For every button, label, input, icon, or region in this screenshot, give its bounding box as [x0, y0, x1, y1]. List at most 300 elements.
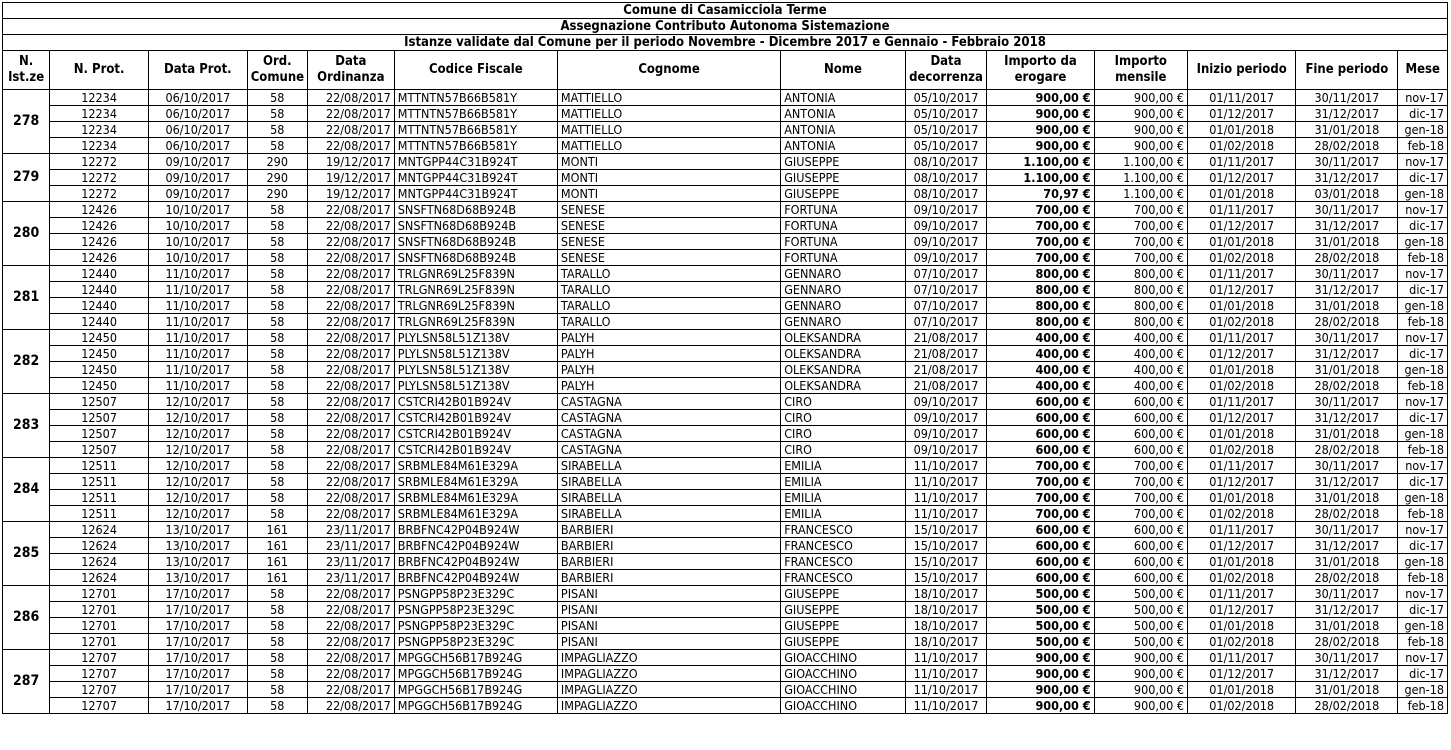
cell-inizio-periodo: 01/12/2017 [1187, 410, 1295, 426]
cell-fine-periodo: 30/11/2017 [1296, 330, 1398, 346]
cell-n-prot: 12450 [50, 378, 149, 394]
table-row [3, 538, 1448, 554]
cell-inizio-periodo: 01/02/2018 [1187, 634, 1295, 650]
table-row [3, 586, 1448, 602]
cell-data-decorrenza: 21/08/2017 [905, 346, 987, 362]
header-n-istanze: N. Ist.ze [3, 51, 50, 90]
cell-nome: GIOACCHINO [781, 698, 906, 714]
cell-n-prot: 12701 [50, 634, 149, 650]
cell-cognome: PALYH [557, 378, 780, 394]
cell-data-ordinanza: 22/08/2017 [307, 138, 394, 154]
cell-mese: nov-17 [1398, 458, 1448, 474]
cell-data-ordinanza: 22/08/2017 [307, 250, 394, 266]
table-row [3, 522, 1448, 538]
cell-mese: feb-18 [1398, 570, 1448, 586]
cell-data-ordinanza: 19/12/2017 [307, 154, 394, 170]
cell-data-prot: 11/10/2017 [148, 330, 247, 346]
cell-data-prot: 11/10/2017 [148, 282, 247, 298]
cell-importo-mensile: 600,00 € [1094, 522, 1187, 538]
cell-fine-periodo: 30/11/2017 [1296, 586, 1398, 602]
cell-importo-mensile: 900,00 € [1094, 90, 1187, 106]
cell-inizio-periodo: 01/11/2017 [1187, 330, 1295, 346]
cell-cognome: PISANI [557, 618, 780, 634]
cell-importo-da-erogare: 900,00 € [987, 122, 1094, 138]
cell-data-decorrenza: 11/10/2017 [905, 490, 987, 506]
cell-cognome: MONTI [557, 170, 780, 186]
cell-importo-da-erogare: 400,00 € [987, 346, 1094, 362]
cell-fine-periodo: 31/12/2017 [1296, 474, 1398, 490]
cell-data-prot: 12/10/2017 [148, 410, 247, 426]
table-row [3, 330, 1448, 346]
cell-data-decorrenza: 21/08/2017 [905, 330, 987, 346]
cell-n-prot: 12511 [50, 458, 149, 474]
cell-importo-mensile: 400,00 € [1094, 378, 1187, 394]
cell-importo-da-erogare: 600,00 € [987, 442, 1094, 458]
header-nome: Nome [781, 51, 906, 90]
cell-cognome: PISANI [557, 634, 780, 650]
cell-importo-da-erogare: 600,00 € [987, 410, 1094, 426]
cell-importo-da-erogare: 700,00 € [987, 218, 1094, 234]
cell-n-prot: 12440 [50, 314, 149, 330]
cell-importo-da-erogare: 700,00 € [987, 506, 1094, 522]
cell-inizio-periodo: 01/02/2018 [1187, 506, 1295, 522]
cell-nome: FRANCESCO [781, 538, 906, 554]
cell-data-ordinanza: 22/08/2017 [307, 698, 394, 714]
cell-ord-comune: 161 [247, 554, 307, 570]
table-row [3, 442, 1448, 458]
cell-ord-comune: 58 [247, 298, 307, 314]
cell-ord-comune: 58 [247, 682, 307, 698]
table-row [3, 282, 1448, 298]
cell-n-istanza: 283 [3, 394, 50, 458]
cell-ord-comune: 161 [247, 570, 307, 586]
cell-data-ordinanza: 22/08/2017 [307, 218, 394, 234]
cell-data-decorrenza: 18/10/2017 [905, 602, 987, 618]
cell-data-prot: 11/10/2017 [148, 314, 247, 330]
cell-cognome: BARBIERI [557, 570, 780, 586]
cell-data-prot: 17/10/2017 [148, 602, 247, 618]
cell-mese: nov-17 [1398, 154, 1448, 170]
cell-cognome: IMPAGLIAZZO [557, 698, 780, 714]
cell-codice-fiscale: PLYLSN58L51Z138V [394, 330, 557, 346]
cell-codice-fiscale: SRBMLE84M61E329A [394, 506, 557, 522]
cell-mese: feb-18 [1398, 634, 1448, 650]
cell-fine-periodo: 30/11/2017 [1296, 522, 1398, 538]
cell-nome: ANTONIA [781, 106, 906, 122]
cell-ord-comune: 58 [247, 138, 307, 154]
cell-mese: nov-17 [1398, 586, 1448, 602]
cell-inizio-periodo: 01/12/2017 [1187, 106, 1295, 122]
cell-data-ordinanza: 22/08/2017 [307, 458, 394, 474]
cell-nome: GIUSEPPE [781, 186, 906, 202]
cell-mese: dic-17 [1398, 410, 1448, 426]
cell-mese: gen-18 [1398, 362, 1448, 378]
cell-importo-da-erogare: 400,00 € [987, 330, 1094, 346]
cell-nome: EMILIA [781, 458, 906, 474]
cell-codice-fiscale: SNSFTN68D68B924B [394, 234, 557, 250]
cell-data-prot: 13/10/2017 [148, 554, 247, 570]
cell-data-prot: 17/10/2017 [148, 682, 247, 698]
cell-mese: feb-18 [1398, 442, 1448, 458]
cell-n-istanza: 286 [3, 586, 50, 650]
table-row [3, 410, 1448, 426]
cell-n-prot: 12450 [50, 362, 149, 378]
cell-cognome: MONTI [557, 186, 780, 202]
cell-codice-fiscale: SRBMLE84M61E329A [394, 490, 557, 506]
cell-inizio-periodo: 01/01/2018 [1187, 682, 1295, 698]
cell-n-istanza: 279 [3, 154, 50, 202]
cell-mese: gen-18 [1398, 426, 1448, 442]
cell-cognome: SENESE [557, 218, 780, 234]
cell-data-ordinanza: 22/08/2017 [307, 474, 394, 490]
cell-inizio-periodo: 01/11/2017 [1187, 458, 1295, 474]
cell-data-prot: 10/10/2017 [148, 202, 247, 218]
cell-ord-comune: 58 [247, 218, 307, 234]
cell-data-decorrenza: 07/10/2017 [905, 298, 987, 314]
cell-codice-fiscale: BRBFNC42P04B924W [394, 570, 557, 586]
header-fine-periodo: Fine periodo [1296, 51, 1398, 90]
cell-data-prot: 10/10/2017 [148, 234, 247, 250]
cell-cognome: IMPAGLIAZZO [557, 666, 780, 682]
cell-n-prot: 12426 [50, 250, 149, 266]
cell-n-prot: 12440 [50, 282, 149, 298]
cell-n-prot: 12624 [50, 554, 149, 570]
cell-data-prot: 13/10/2017 [148, 538, 247, 554]
cell-data-ordinanza: 22/08/2017 [307, 378, 394, 394]
cell-inizio-periodo: 01/01/2018 [1187, 186, 1295, 202]
cell-data-ordinanza: 22/08/2017 [307, 362, 394, 378]
cell-ord-comune: 58 [247, 474, 307, 490]
cell-ord-comune: 58 [247, 362, 307, 378]
cell-data-decorrenza: 08/10/2017 [905, 170, 987, 186]
cell-fine-periodo: 03/01/2018 [1296, 186, 1398, 202]
cell-nome: GENNARO [781, 266, 906, 282]
cell-n-istanza: 285 [3, 522, 50, 586]
cell-nome: GIUSEPPE [781, 154, 906, 170]
cell-fine-periodo: 31/01/2018 [1296, 490, 1398, 506]
cell-n-prot: 12450 [50, 330, 149, 346]
cell-data-prot: 10/10/2017 [148, 218, 247, 234]
cell-importo-da-erogare: 900,00 € [987, 698, 1094, 714]
cell-importo-da-erogare: 700,00 € [987, 202, 1094, 218]
cell-data-ordinanza: 22/08/2017 [307, 410, 394, 426]
cell-data-ordinanza: 22/08/2017 [307, 202, 394, 218]
cell-data-prot: 11/10/2017 [148, 346, 247, 362]
cell-fine-periodo: 28/02/2018 [1296, 442, 1398, 458]
cell-nome: GIOACCHINO [781, 650, 906, 666]
cell-codice-fiscale: PLYLSN58L51Z138V [394, 346, 557, 362]
cell-ord-comune: 58 [247, 634, 307, 650]
cell-inizio-periodo: 01/12/2017 [1187, 170, 1295, 186]
header-n-prot: N. Prot. [50, 51, 149, 90]
cell-importo-mensile: 600,00 € [1094, 426, 1187, 442]
cell-importo-mensile: 500,00 € [1094, 602, 1187, 618]
cell-inizio-periodo: 01/11/2017 [1187, 586, 1295, 602]
cell-n-prot: 12426 [50, 202, 149, 218]
cell-mese: gen-18 [1398, 682, 1448, 698]
cell-inizio-periodo: 01/02/2018 [1187, 698, 1295, 714]
cell-inizio-periodo: 01/12/2017 [1187, 474, 1295, 490]
cell-data-decorrenza: 07/10/2017 [905, 282, 987, 298]
cell-fine-periodo: 31/01/2018 [1296, 362, 1398, 378]
cell-data-decorrenza: 15/10/2017 [905, 570, 987, 586]
table-row [3, 474, 1448, 490]
cell-data-prot: 06/10/2017 [148, 138, 247, 154]
cell-n-istanza: 284 [3, 458, 50, 522]
cell-importo-da-erogare: 600,00 € [987, 554, 1094, 570]
cell-ord-comune: 58 [247, 618, 307, 634]
cell-data-prot: 09/10/2017 [148, 154, 247, 170]
cell-cognome: SIRABELLA [557, 458, 780, 474]
cell-ord-comune: 58 [247, 458, 307, 474]
cell-importo-mensile: 900,00 € [1094, 698, 1187, 714]
cell-codice-fiscale: CSTCRI42B01B924V [394, 426, 557, 442]
cell-fine-periodo: 28/02/2018 [1296, 138, 1398, 154]
cell-fine-periodo: 31/01/2018 [1296, 122, 1398, 138]
cell-inizio-periodo: 01/02/2018 [1187, 314, 1295, 330]
cell-ord-comune: 58 [247, 122, 307, 138]
cell-codice-fiscale: TRLGNR69L25F839N [394, 298, 557, 314]
cell-data-ordinanza: 22/08/2017 [307, 314, 394, 330]
cell-importo-da-erogare: 700,00 € [987, 490, 1094, 506]
cell-fine-periodo: 30/11/2017 [1296, 90, 1398, 106]
cell-importo-da-erogare: 600,00 € [987, 426, 1094, 442]
cell-codice-fiscale: MNTGPP44C31B924T [394, 154, 557, 170]
cell-data-prot: 13/10/2017 [148, 522, 247, 538]
cell-nome: ANTONIA [781, 138, 906, 154]
cell-data-ordinanza: 19/12/2017 [307, 186, 394, 202]
cell-codice-fiscale: SNSFTN68D68B924B [394, 250, 557, 266]
cell-ord-comune: 58 [247, 698, 307, 714]
cell-data-ordinanza: 22/08/2017 [307, 650, 394, 666]
title-periodo: Istanze validate dal Comune per il periodo Novembre - Dicembre 2017 e Gennaio - Febbraio 2018 [3, 35, 1448, 51]
cell-importo-mensile: 900,00 € [1094, 650, 1187, 666]
cell-inizio-periodo: 01/11/2017 [1187, 202, 1295, 218]
cell-fine-periodo: 28/02/2018 [1296, 506, 1398, 522]
cell-nome: EMILIA [781, 506, 906, 522]
cell-n-prot: 12507 [50, 426, 149, 442]
cell-n-prot: 12234 [50, 138, 149, 154]
cell-cognome: IMPAGLIAZZO [557, 682, 780, 698]
cell-fine-periodo: 31/12/2017 [1296, 538, 1398, 554]
cell-inizio-periodo: 01/12/2017 [1187, 218, 1295, 234]
cell-nome: OLEKSANDRA [781, 378, 906, 394]
cell-mese: feb-18 [1398, 698, 1448, 714]
table-row [3, 554, 1448, 570]
cell-data-prot: 17/10/2017 [148, 586, 247, 602]
table-row [3, 490, 1448, 506]
document-page [2, 2, 1448, 714]
header-importo-mensile: Importo mensile [1094, 51, 1187, 90]
cell-codice-fiscale: SRBMLE84M61E329A [394, 458, 557, 474]
table-row [3, 122, 1448, 138]
cell-mese: feb-18 [1398, 138, 1448, 154]
cell-n-istanza: 287 [3, 650, 50, 714]
cell-nome: FRANCESCO [781, 554, 906, 570]
cell-data-ordinanza: 22/08/2017 [307, 346, 394, 362]
cell-data-prot: 12/10/2017 [148, 458, 247, 474]
cell-codice-fiscale: BRBFNC42P04B924W [394, 522, 557, 538]
cell-n-istanza: 280 [3, 202, 50, 266]
cell-fine-periodo: 30/11/2017 [1296, 266, 1398, 282]
cell-fine-periodo: 28/02/2018 [1296, 378, 1398, 394]
cell-inizio-periodo: 01/12/2017 [1187, 282, 1295, 298]
cell-codice-fiscale: MTTNTN57B66B581Y [394, 138, 557, 154]
cell-importo-mensile: 500,00 € [1094, 618, 1187, 634]
cell-fine-periodo: 31/12/2017 [1296, 666, 1398, 682]
cell-importo-da-erogare: 500,00 € [987, 602, 1094, 618]
cell-cognome: TARALLO [557, 298, 780, 314]
cell-inizio-periodo: 01/01/2018 [1187, 426, 1295, 442]
cell-data-prot: 12/10/2017 [148, 490, 247, 506]
cell-data-ordinanza: 22/08/2017 [307, 634, 394, 650]
cell-codice-fiscale: MPGGCH56B17B924G [394, 666, 557, 682]
cell-cognome: SENESE [557, 250, 780, 266]
cell-importo-mensile: 1.100,00 € [1094, 186, 1187, 202]
cell-cognome: SIRABELLA [557, 474, 780, 490]
cell-data-ordinanza: 23/11/2017 [307, 522, 394, 538]
cell-ord-comune: 58 [247, 282, 307, 298]
cell-n-prot: 12234 [50, 106, 149, 122]
cell-inizio-periodo: 01/02/2018 [1187, 570, 1295, 586]
cell-inizio-periodo: 01/02/2018 [1187, 442, 1295, 458]
table-row [3, 314, 1448, 330]
cell-codice-fiscale: MNTGPP44C31B924T [394, 186, 557, 202]
cell-data-ordinanza: 22/08/2017 [307, 666, 394, 682]
cell-inizio-periodo: 01/01/2018 [1187, 234, 1295, 250]
cell-inizio-periodo: 01/12/2017 [1187, 602, 1295, 618]
cell-importo-da-erogare: 900,00 € [987, 90, 1094, 106]
table-row [3, 634, 1448, 650]
title-assegnazione: Assegnazione Contributo Autonoma Sistemazione [3, 19, 1448, 35]
cell-fine-periodo: 31/12/2017 [1296, 106, 1398, 122]
cell-codice-fiscale: SRBMLE84M61E329A [394, 474, 557, 490]
cell-codice-fiscale: SNSFTN68D68B924B [394, 218, 557, 234]
cell-nome: OLEKSANDRA [781, 346, 906, 362]
cell-codice-fiscale: MPGGCH56B17B924G [394, 650, 557, 666]
cell-mese: feb-18 [1398, 378, 1448, 394]
cell-nome: GIUSEPPE [781, 618, 906, 634]
table-row [3, 218, 1448, 234]
cell-importo-mensile: 500,00 € [1094, 634, 1187, 650]
cell-nome: EMILIA [781, 490, 906, 506]
cell-mese: dic-17 [1398, 666, 1448, 682]
cell-data-decorrenza: 11/10/2017 [905, 666, 987, 682]
cell-inizio-periodo: 01/01/2018 [1187, 618, 1295, 634]
cell-codice-fiscale: MNTGPP44C31B924T [394, 170, 557, 186]
cell-data-decorrenza: 09/10/2017 [905, 202, 987, 218]
cell-importo-mensile: 900,00 € [1094, 682, 1187, 698]
cell-fine-periodo: 31/01/2018 [1296, 682, 1398, 698]
cell-codice-fiscale: SNSFTN68D68B924B [394, 202, 557, 218]
cell-mese: gen-18 [1398, 490, 1448, 506]
cell-nome: GIOACCHINO [781, 682, 906, 698]
header-codice-fiscale: Codice Fiscale [394, 51, 557, 90]
cell-data-decorrenza: 09/10/2017 [905, 234, 987, 250]
cell-importo-mensile: 1.100,00 € [1094, 154, 1187, 170]
cell-cognome: MONTI [557, 154, 780, 170]
cell-data-ordinanza: 22/08/2017 [307, 682, 394, 698]
cell-ord-comune: 161 [247, 522, 307, 538]
cell-data-decorrenza: 05/10/2017 [905, 90, 987, 106]
table-row [3, 154, 1448, 170]
table-row [3, 90, 1448, 106]
cell-mese: gen-18 [1398, 618, 1448, 634]
cell-mese: gen-18 [1398, 234, 1448, 250]
cell-fine-periodo: 28/02/2018 [1296, 570, 1398, 586]
cell-data-decorrenza: 09/10/2017 [905, 442, 987, 458]
cell-data-ordinanza: 22/08/2017 [307, 90, 394, 106]
cell-data-decorrenza: 05/10/2017 [905, 122, 987, 138]
cell-importo-mensile: 900,00 € [1094, 106, 1187, 122]
cell-importo-mensile: 1.100,00 € [1094, 170, 1187, 186]
cell-ord-comune: 58 [247, 442, 307, 458]
cell-codice-fiscale: PSNGPP58P23E329C [394, 586, 557, 602]
cell-fine-periodo: 30/11/2017 [1296, 458, 1398, 474]
cell-inizio-periodo: 01/11/2017 [1187, 522, 1295, 538]
cell-nome: EMILIA [781, 474, 906, 490]
cell-inizio-periodo: 01/01/2018 [1187, 490, 1295, 506]
table-row [3, 458, 1448, 474]
cell-importo-mensile: 400,00 € [1094, 362, 1187, 378]
cell-fine-periodo: 31/12/2017 [1296, 410, 1398, 426]
cell-mese: dic-17 [1398, 474, 1448, 490]
cell-fine-periodo: 30/11/2017 [1296, 650, 1398, 666]
cell-n-prot: 12440 [50, 266, 149, 282]
table-row [3, 650, 1448, 666]
table-row [3, 570, 1448, 586]
cell-n-prot: 12234 [50, 90, 149, 106]
cell-importo-da-erogare: 70,97 € [987, 186, 1094, 202]
header-data-ordinanza: Data Ordinanza [307, 51, 394, 90]
cell-data-prot: 17/10/2017 [148, 666, 247, 682]
cell-cognome: MATTIELLO [557, 90, 780, 106]
cell-n-prot: 12707 [50, 698, 149, 714]
cell-data-ordinanza: 22/08/2017 [307, 106, 394, 122]
cell-n-prot: 12511 [50, 506, 149, 522]
cell-fine-periodo: 31/01/2018 [1296, 234, 1398, 250]
cell-data-prot: 13/10/2017 [148, 570, 247, 586]
cell-importo-da-erogare: 600,00 € [987, 570, 1094, 586]
cell-nome: CIRO [781, 426, 906, 442]
cell-fine-periodo: 31/12/2017 [1296, 346, 1398, 362]
table-row [3, 602, 1448, 618]
cell-codice-fiscale: CSTCRI42B01B924V [394, 394, 557, 410]
cell-codice-fiscale: MTTNTN57B66B581Y [394, 90, 557, 106]
cell-ord-comune: 58 [247, 394, 307, 410]
cell-data-ordinanza: 22/08/2017 [307, 298, 394, 314]
cell-importo-mensile: 700,00 € [1094, 490, 1187, 506]
cell-data-ordinanza: 22/08/2017 [307, 442, 394, 458]
cell-codice-fiscale: MPGGCH56B17B924G [394, 698, 557, 714]
cell-cognome: BARBIERI [557, 522, 780, 538]
cell-n-prot: 12707 [50, 666, 149, 682]
cell-data-ordinanza: 22/08/2017 [307, 394, 394, 410]
cell-inizio-periodo: 01/11/2017 [1187, 650, 1295, 666]
cell-n-prot: 12426 [50, 234, 149, 250]
cell-mese: gen-18 [1398, 122, 1448, 138]
cell-importo-da-erogare: 500,00 € [987, 618, 1094, 634]
cell-data-prot: 17/10/2017 [148, 634, 247, 650]
cell-n-prot: 12707 [50, 650, 149, 666]
cell-nome: FRANCESCO [781, 570, 906, 586]
cell-data-prot: 06/10/2017 [148, 106, 247, 122]
cell-mese: nov-17 [1398, 650, 1448, 666]
cell-fine-periodo: 31/01/2018 [1296, 618, 1398, 634]
cell-data-prot: 06/10/2017 [148, 90, 247, 106]
header-inizio-periodo: Inizio periodo [1187, 51, 1295, 90]
cell-mese: feb-18 [1398, 506, 1448, 522]
